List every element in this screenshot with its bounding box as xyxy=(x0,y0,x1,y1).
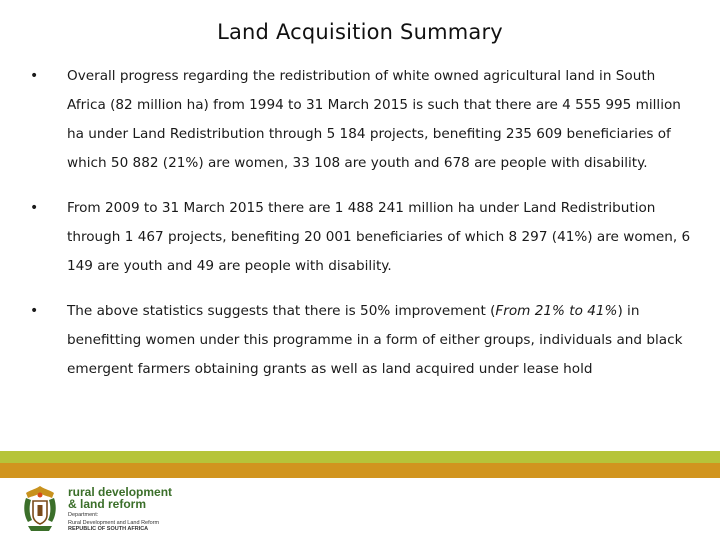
logo-sub-line1: Department: xyxy=(68,512,99,518)
department-logo xyxy=(18,482,172,536)
bullet-text-segment: Overall progress regarding the redistribution of white owned agricultural land in South Africa (82 million ha) from 1994 to 31 March 2015 is such that there are 4 555 995 million ha under Land Redistribution through 5 184 projects, benefiting 235 609 beneficiaries of which 50 882 (21%) are women, 33 108 are youth and 678 are people with disability. xyxy=(67,68,681,171)
bullet-text-italic: From 21% to 41% xyxy=(495,303,618,319)
bullet-text-segment: The above statistics suggests that there is 50% improvement ( xyxy=(67,303,496,319)
bullet-text xyxy=(67,200,690,274)
logo-name-line1: rural development xyxy=(68,485,173,499)
logo-country: REPUBLIC OF SOUTH AFRICA xyxy=(68,526,149,532)
coat-of-arms-icon xyxy=(18,484,62,534)
footer-band-gold xyxy=(0,463,720,478)
bullet-marker: • xyxy=(30,200,39,216)
bullet-item xyxy=(30,62,695,178)
logo-sub-line2: Rural Development and Land Reform xyxy=(68,520,160,526)
bullet-text-segment: ) in benefitting women under this programme in a form of either groups, individuals and black emergent farmers obtaining grants as well as land acquired under lease hold xyxy=(67,303,683,377)
bullet-text xyxy=(67,68,681,171)
bullet-text-segment: From 2009 to 31 March 2015 there are 1 488 241 million ha under Land Redistribution through 1 467 projects, benefiting 20 001 beneficiaries of which 8 297 (41%) are women, 6 149 are youth and 49 are people with disability. xyxy=(67,200,691,274)
slide-title: Land Acquisition Summary xyxy=(217,20,503,44)
bullet-text xyxy=(67,303,682,377)
bullet-list xyxy=(30,62,695,400)
footer-band-green xyxy=(0,451,720,463)
bullet-marker: • xyxy=(30,68,39,84)
bullet-item xyxy=(30,194,695,281)
bullet-item xyxy=(30,297,695,384)
logo-text-block xyxy=(68,486,172,532)
bullet-marker: • xyxy=(30,303,39,319)
logo-name-line2: & land reform xyxy=(68,497,147,511)
